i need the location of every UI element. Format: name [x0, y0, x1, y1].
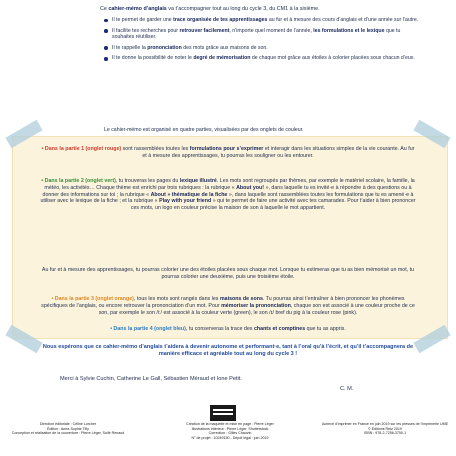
feature-emphasis: degré de mémorisation: [193, 55, 251, 62]
part4-emphasis: chants et comptines: [253, 326, 306, 332]
part3-text: , tous les mots sont rangés dans les: [133, 296, 220, 302]
bullet-dot-icon: [104, 29, 108, 33]
part1-heading: • Dans la partie 1 (onglet rouge): [41, 146, 122, 152]
part2-stars-paragraph: Au fur et à mesure des apprentissages, tu pourras colorier une des étoiles placées sous chaque mot. Lorsque tu estimeras que tu as bien mémorisé un mot, tu pourras colorier une deuxième, puis une troisième étoile.: [41, 267, 415, 280]
organization-text: Le cahier-mémo est organisé en quatre parties, visualisées par des onglets de couleur.: [104, 127, 304, 133]
feature-text: Il te donne la possibilité de noter le: [112, 55, 194, 62]
part4-text: que tu as appris.: [305, 326, 346, 332]
part2-emphasis: lexique illustré: [179, 178, 217, 184]
feature-text: que tu souhaites réutiliser.: [112, 27, 401, 41]
part3-emphasis: maisons de sons: [219, 296, 263, 302]
part1-text: sont rassemblées toutes les: [121, 146, 190, 152]
part2-paragraph: [40, 178, 416, 212]
part3-text: , chaque son est associé à une couleur proche de ce son, par exemple le son /i:/ est associé à la couleur verte (green), le son /ɪ/ bref du pig à la couleur rose (pink).: [98, 302, 415, 316]
bullet-dot-icon: [104, 46, 108, 50]
part2-emphasis: About you!: [236, 184, 265, 191]
feature-text: Il facilite tes recherches pour: [112, 27, 180, 34]
bullet-dot-icon: [104, 57, 108, 61]
part3-emphasis: mémoriser la prononciation: [221, 302, 291, 309]
credits-printing: Achevé d’imprimer en France en juin 2019 sur les presses de l’imprimerie UME © Éditions Retz 2019 ISBN : 978-2-7256-3750-1: [321, 422, 449, 436]
intro-emphasis: cahier-mémo d’anglais: [108, 6, 167, 12]
feature-text: de chaque mot grâce aux étoiles à colorier placées sous chacun d’eux.: [250, 55, 415, 62]
feature-text: au fur et à mesure des cours d’anglais et d’une année sur l’autre.: [267, 17, 419, 23]
part2-text: », dans laquelle tu es invité·e à répondre à des questions ou à donner des informations sur toi ; la rubrique «: [42, 184, 412, 198]
feature-emphasis: trace organisée de tes apprentissages: [173, 17, 268, 23]
part4-heading: • Dans la partie 4 (onglet bleu): [110, 326, 186, 332]
credits-production: Création de la maquette et mise en page : Pierre Léger Illustrations intérieur : Pierre Léger, Shutterstock Correction : Gilles Chauvin N° de projet : 10249150 - Dépôt légal : juin 2019: [186, 422, 274, 440]
bullet-dot-icon: [104, 19, 108, 23]
feature-text: , n’importe quel moment de l’année,: [229, 27, 314, 34]
part4-paragraph: [40, 326, 416, 333]
feature-item: [104, 55, 422, 62]
feature-text: Il te permet de garder une: [112, 17, 174, 23]
feature-text: Il te rappelle la: [112, 44, 148, 51]
feature-list: [104, 17, 422, 66]
part3-text: . Tu pourras ainsi t’entraîner à bien prononcer les phonèmes spécifiques de l’anglais, ou encore retrouver la prononciation d’un mot. Pour: [41, 296, 405, 309]
acknowledgements: Merci à Sylvie Cuchin, Catherine Le Gall, Sébastien Méraud et Ione Petit.: [60, 376, 242, 382]
intro-text: [100, 6, 430, 13]
part2-text: . Les mots sont regroupés par thèmes, par exemple le matériel scolaire, la famille, la météo, les activités… Chaque thème est enrichi par trois rubriques : la rubrique «: [44, 178, 415, 191]
credits-editorial: Direction éditoriale : Céline Lorcher Édition : Anne-Sophie Tilly Conception et réalisation de la couverture : Pierre Léger, Sullé Renaud: [11, 422, 125, 436]
part2-text: , tu trouveras les pages du: [115, 178, 180, 184]
intro-part: Ce: [100, 6, 109, 12]
feature-item: [104, 28, 422, 41]
part1-emphasis: formulations pour s’exprimer: [189, 146, 264, 152]
part2-text: », dans laquelle sont rassemblées toutes les formulations que tu es amené·e à utiliser avec le lexique de la fiche ; et la rubrique «: [40, 191, 414, 205]
part4-text: , tu conserveras la trace des: [185, 326, 254, 332]
feature-item: [104, 45, 422, 52]
feature-emphasis: retrouver facilement: [179, 27, 230, 34]
part1-text: et interagir dans les situations simples de la vie courante. Au fur et à mesure des apprentissages, tu pourras les souligner ou les entourer.: [142, 146, 415, 159]
intro-part: va t’accompagner tout au long du cycle 3, du CM1 à la sixième.: [166, 6, 320, 12]
part2-heading: • Dans la partie 2 (onglet vert): [41, 178, 116, 184]
author-signature: C. M.: [340, 386, 354, 392]
feature-item: [104, 17, 422, 24]
publisher-logo-icon: [210, 405, 236, 421]
feature-text: des mots grâce aux maisons de son.: [181, 44, 268, 51]
feature-emphasis: les formulations et le lexique: [313, 27, 385, 34]
part3-heading: • Dans la partie 3 (onglet orange): [51, 296, 134, 302]
part1-paragraph: [40, 146, 416, 160]
part2-emphasis: Play with your friend: [159, 198, 212, 205]
part3-paragraph: [40, 296, 416, 316]
feature-emphasis: prononciation: [147, 44, 182, 51]
closing-statement: Nous espérons que ce cahier-mémo d’anglais t’aidera à devenir autonome et performant·e, tant à l’oral qu’à l’écrit, et qu’il t’accompagnera de manière efficace et agréable tout au long du cycle 3 !: [42, 344, 414, 357]
part2-text: » qui te permet de faire une activité avec tes camarades. Pour t’aider à bien prononcer ces mots, un logo en couleur précise la maison de son à laquelle le mot appartient.: [130, 198, 416, 212]
part2-emphasis: About » thématique de la fiche: [150, 191, 228, 198]
